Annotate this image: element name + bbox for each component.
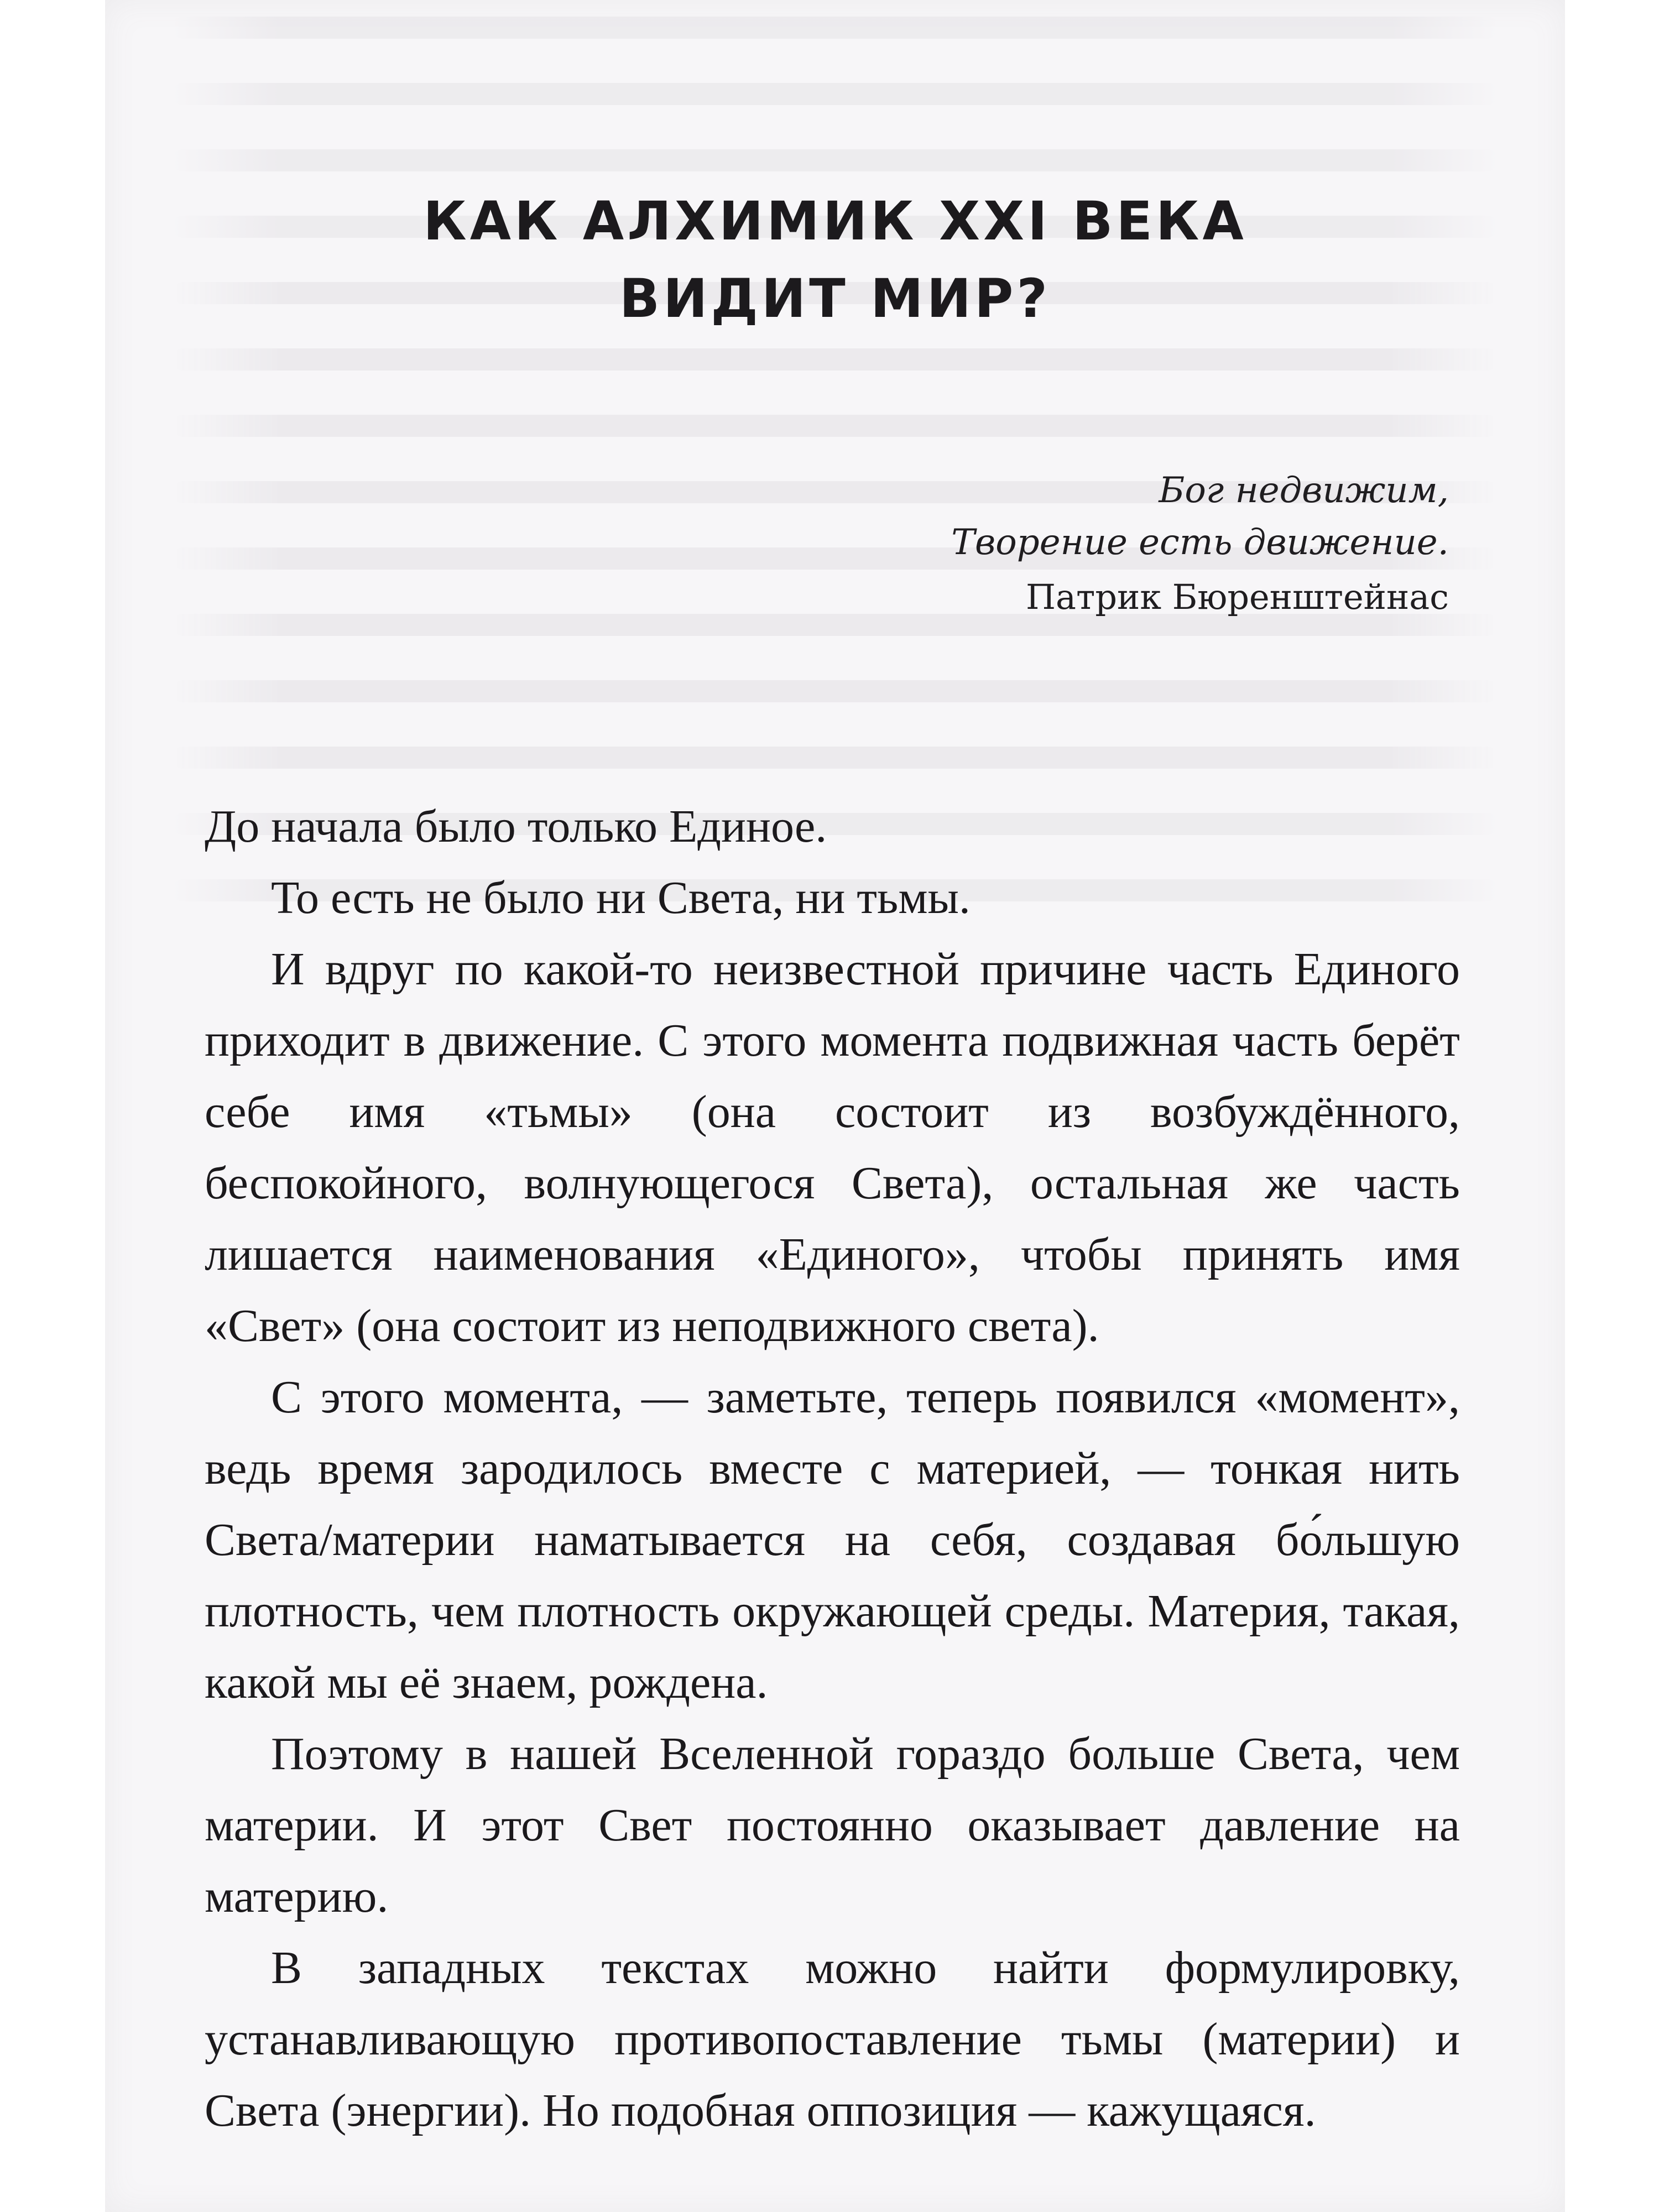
paragraph: В западных текстах можно найти формулировку, устанавливающую противопоставление тьмы (материи) и Света (энергии). Но подобная оппозиция — кажущаяся. [205,1942,1460,2136]
epigraph-line-1: Бог недвижим, [1159,470,1449,511]
paragraph: До начала было только Единое. [205,801,827,852]
epigraph [951,465,1449,624]
chapter-title-line-2: ВИДИТ МИР? [619,268,1051,330]
epigraph-line-2: Творение есть движение. [951,522,1449,563]
paragraph: То есть не было ни Света, ни тьмы. [271,872,971,924]
paragraph: И вдруг по какой-то неизвестной причине часть Единого приходит в движение. С этого момента подвижная часть берёт себе имя «тьмы» (она состоит из возбуждённого, беспокойного, волнующегося Света), остальная же часть лишается наименования «Единого», чтобы принять имя «Свет» (она состоит из неподвижного света). [205,943,1460,1352]
epigraph-author: Патрик Бюренштейнас [1025,577,1449,617]
paragraph: С этого момента, — заметьте, теперь появился «момент», ведь время зародилось вместе с материей, — тонкая нить Света/материи наматывается на себя, создавая бо́льшую плотность, чем плотность окружающей среды. Материя, такая, какой мы её знаем, рождена. [205,1371,1460,1708]
body-text [205,791,1460,2146]
chapter-title-line-1: КАК АЛХИМИК XXI ВЕКА [423,190,1247,252]
book-page [105,0,1565,2212]
paragraph: Поэтому в нашей Вселенной гораздо больше Света, чем материи. И этот Свет постоянно оказывает давление на материю. [205,1728,1460,1922]
chapter-title [105,182,1565,337]
